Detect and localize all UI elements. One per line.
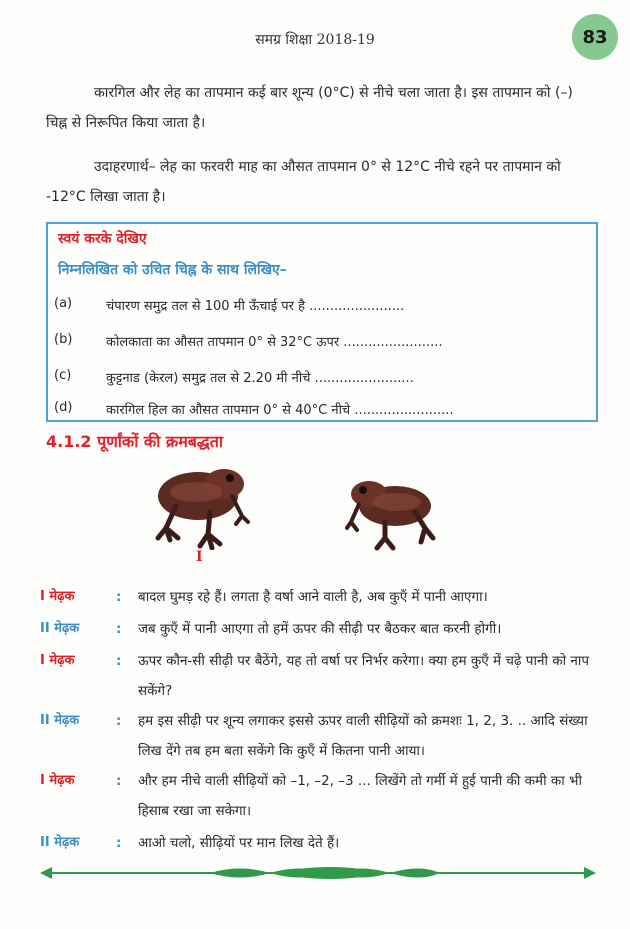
page-header-title: समग्र शिक्षा 2018-19 [255,32,375,48]
section-heading: 4.1.2 पूर्णांकों की क्रमबद्धता [46,432,223,451]
dialogue-line-5 [40,766,600,826]
intro-paragraph-2: उदाहरणार्थ– लेह का फरवरी माह का औसत तापमान 0° से 12°C नीचे रहने पर तापमान को -12°C लिखा जाता है। [46,159,561,205]
item-label: (b) [54,332,73,347]
item-text: कोलकाता का औसत तापमान 0° से 32°C ऊपर ........................ [106,335,443,350]
decorative-divider [40,862,596,884]
item-label: (a) [54,296,73,311]
try-box-instruction: निम्नलिखित को उचित चिह्न के साथ लिखिए– [58,262,287,278]
speaker-label: II मेढ़क [40,835,80,850]
colon: : [116,653,122,669]
colon: : [116,713,122,729]
dialogue-text: हम इस सीढ़ी पर शून्य लगाकर इससे ऊपर वाली सीढ़ियों को क्रमशः 1, 2, 3. .. आदि संख्या लिख देंगे तब हम बता सकेंगे कि कुएँ में कितना पानी आया। [138,713,588,759]
frog-one-label: I [196,549,203,565]
dialogue-line-2 [40,614,600,644]
try-item-c [54,368,594,386]
item-text: कारगिल हिल का औसत तापमान 0° से 40°C नीचे ........................ [106,403,454,418]
item-label: (c) [54,368,72,383]
item-text: चंपारण समुद्र तल से 100 मी ऊँचाई पर है ....................... [106,299,405,314]
speaker-label: I मेढ़क [40,589,75,604]
dialogue-text: बादल घुमड़ रहे हैं। लगता है वर्षा आने वाली है, अब कुएँ में पानी आएगा। [138,589,488,605]
speaker-label: II मेढ़क [40,621,80,636]
dialogue-text: ऊपर कौन-सी सीढ़ी पर बैठेंगे, यह तो वर्षा पर निर्भर करेगा। क्या हम कुएँ में चढ़े पानी को नाप सकेंगे? [138,653,590,699]
try-item-d [54,400,594,418]
speaker-label: I मेढ़क [40,773,75,788]
speaker-label: II मेढ़क [40,713,80,728]
try-item-a [54,296,594,314]
try-item-b [54,332,594,350]
intro-paragraph-1: कारगिल और लेह का तापमान कई बार शून्य (0°C) से नीचे चला जाता है। इस तापमान को (–) चिह्न से निरूपित किया जाता है। [46,85,573,131]
dialogue-line-6 [40,828,600,858]
colon: : [116,621,122,637]
try-box-title: स्वयं करके देखिए [58,231,147,247]
colon: : [116,773,122,789]
dialogue-text: और हम नीचे वाली सीढ़ियों को –1, –2, –3 ... लिखेंगे तो गर्मी में हुई पानी की कमी का भी हिसाब रखा जा सकेगा। [138,773,583,819]
item-text: कुट्टनाड (केरल) समुद्र तल से 2.20 मी नीचे ........................ [106,371,414,386]
frog-two-image [345,472,437,552]
page-number-badge: 83 [572,14,618,60]
dialogue-line-1 [40,582,600,612]
dialogue-line-3 [40,646,600,706]
try-yourself-box [46,222,598,422]
colon: : [116,589,122,605]
dialogue-text: आओ चलो, सीढ़ियों पर मान लिख देते हैं। [138,835,340,851]
frog-one-image [150,458,252,550]
speaker-label: I मेढ़क [40,653,75,668]
colon: : [116,835,122,851]
dialogue-text: जब कुएँ में पानी आएगा तो हमें ऊपर की सीढ़ी पर बैठकर बात करनी होगी। [138,621,502,637]
item-label: (d) [54,400,73,415]
dialogue-line-4 [40,706,600,766]
